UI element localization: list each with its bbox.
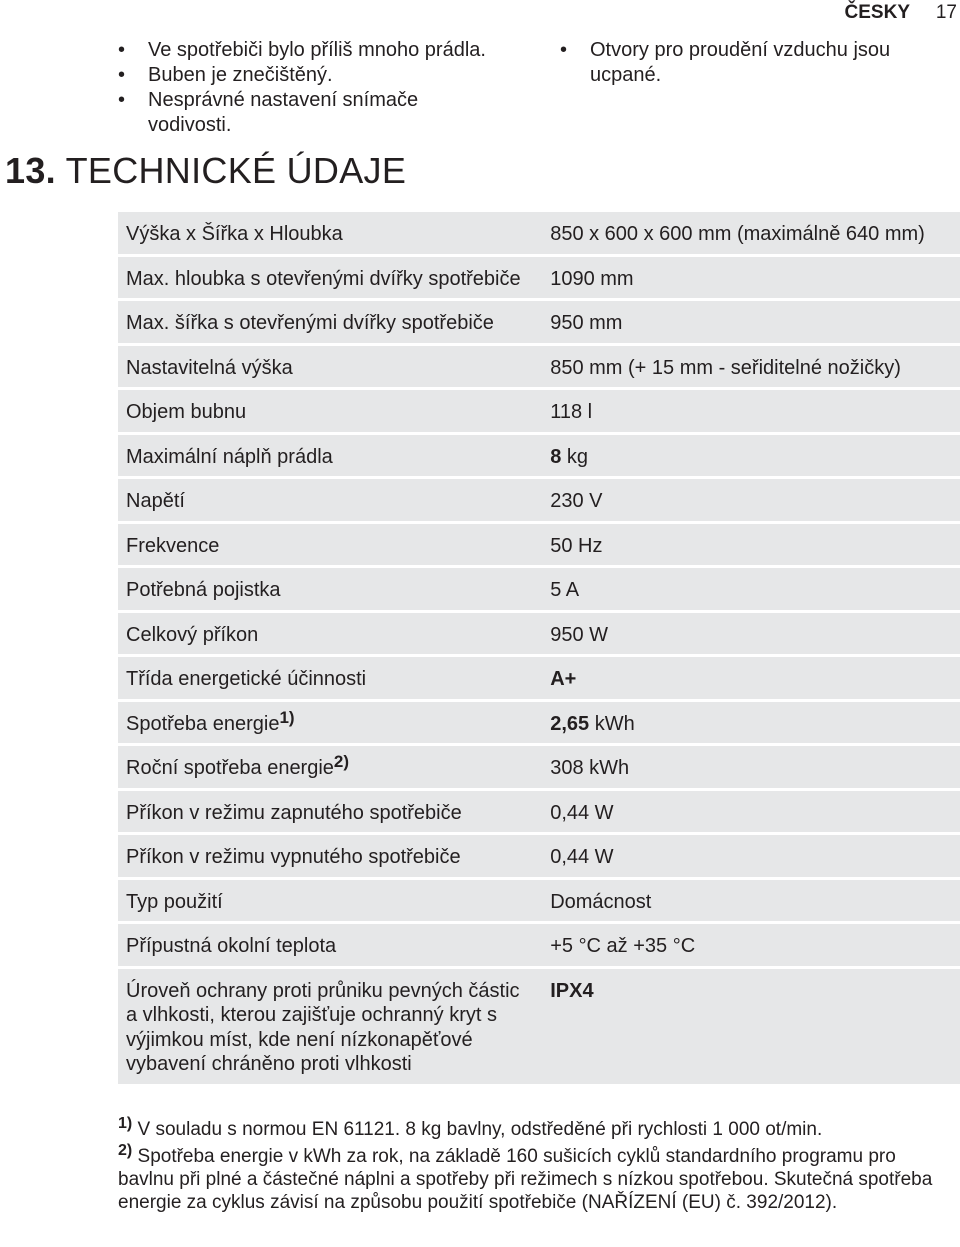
table-row — [118, 567, 960, 612]
spec-value: A+ — [542, 656, 960, 701]
spec-label: Úroveň ochrany proti průniku pevných částic a vlhkosti, kterou zajišťuje ochranný kryt s výjimkou míst, kde není nízkonapěťové vybavení chráněno proti vlhkosti — [118, 967, 542, 1085]
spec-label: Nastavitelná výška — [118, 344, 542, 389]
spec-label: Potřebná pojistka — [118, 567, 542, 612]
spec-label: Přípustná okolní teplota — [118, 923, 542, 968]
table-row — [118, 300, 960, 345]
spec-value: 0,44 W — [542, 789, 960, 834]
spec-label: Celkový příkon — [118, 611, 542, 656]
spec-value: 50 Hz — [542, 522, 960, 567]
spec-value: 950 mm — [542, 300, 960, 345]
page-header — [660, 2, 960, 26]
list-item: • Nesprávné nastavení snímače vodivosti. — [118, 89, 419, 136]
spec-label: Typ použití — [118, 878, 542, 923]
spec-label: Napětí — [118, 478, 542, 523]
spec-value: 230 V — [542, 478, 960, 523]
table-row — [118, 611, 960, 656]
table-row — [118, 212, 960, 255]
table-row — [118, 789, 960, 834]
bullet-list-left — [118, 38, 488, 138]
footnote-2: $^{2)}$ Spotřeba energie v kWh za rok, na základě 160 sušicích cyklů standardního programu pro bavlnu při plné a částečné náplni a spotřeby při režimech s nízkou spotřebou. Skutečná spotřeba energie za cyklus závisí na způsobu použití spotřebiče (NAŘÍZENÍ (EU) č. 392/2012). — [118, 1142, 933, 1213]
bullet-icon: • — [560, 39, 568, 61]
spec-value: 0,44 W — [542, 834, 960, 879]
list-item: • Ve spotřebiči bylo příliš mnoho prádla. — [118, 39, 486, 61]
footnote-ref: 2) — [333, 752, 350, 771]
table-row — [118, 923, 960, 968]
spec-value: 2,65 kWh — [542, 700, 960, 745]
table-row — [118, 478, 960, 523]
spec-label: Výška x Šířka x Hloubka — [118, 212, 542, 255]
spec-label: Frekvence — [118, 522, 542, 567]
spec-value: 850 mm (+ 15 mm - seřiditelné nožičky) — [542, 344, 960, 389]
spec-value: 8 kg — [542, 433, 960, 478]
page-number: 17 — [935, 2, 957, 23]
list-item: • Buben je znečištěný. — [118, 64, 333, 86]
table-row — [118, 656, 960, 701]
table-row — [118, 745, 960, 790]
spec-value: 1090 mm — [542, 255, 960, 300]
spec-value: 850 x 600 x 600 mm (maximálně 640 mm) — [542, 212, 960, 255]
spec-label: Příkon v režimu zapnutého spotřebiče — [118, 789, 542, 834]
list-item: • Otvory pro proudění vzduchu jsou ucpané. — [560, 39, 891, 86]
spec-value: Domácnost — [542, 878, 960, 923]
bullet-icon: • — [118, 89, 126, 111]
section-heading — [5, 150, 406, 192]
bullet-list-right — [560, 38, 950, 88]
header-language: ČESKY — [844, 2, 910, 23]
spec-label: Max. hloubka s otevřenými dvířky spotřebiče — [118, 255, 542, 300]
table-row — [118, 389, 960, 434]
footnotes — [118, 1115, 948, 1218]
spec-label: Max. šířka s otevřenými dvířky spotřebiče — [118, 300, 542, 345]
spec-value: IPX4 — [542, 967, 960, 1085]
technical-data-table — [118, 212, 960, 1087]
spec-value: 118 l — [542, 389, 960, 434]
bullet-icon: • — [118, 64, 126, 86]
table-row — [118, 433, 960, 478]
footnote-1: $^{1)}$ V souladu s normou EN 61121. 8 kg bavlny, odstředěné při rychlosti 1 000 ot/min. — [118, 1115, 823, 1140]
spec-label: Příkon v režimu vypnutého spotřebiče — [118, 834, 542, 879]
spec-label: Třída energetické účinnosti — [118, 656, 542, 701]
section-number: 13. — [5, 150, 56, 191]
spec-value: +5 °C až +35 °C — [542, 923, 960, 968]
table-row — [118, 878, 960, 923]
spec-value: 308 kWh — [542, 745, 960, 790]
spec-label: Spotřeba energie$^{1)}$ — [118, 700, 542, 745]
spec-value: 5 A — [542, 567, 960, 612]
table-row — [118, 344, 960, 389]
table-row — [118, 700, 960, 745]
table-row — [118, 834, 960, 879]
table-row — [118, 967, 960, 1085]
section-title: TECHNICKÉ ÚDAJE — [65, 150, 407, 191]
bullet-icon: • — [118, 39, 126, 61]
spec-label: Objem bubnu — [118, 389, 542, 434]
footnote-ref: 1) — [279, 707, 295, 727]
spec-label: Roční spotřeba energie$^{2)}$ — [118, 745, 542, 790]
spec-label: Maximální náplň prádla — [118, 433, 542, 478]
table-row — [118, 522, 960, 567]
spec-value: 950 W — [542, 611, 960, 656]
table-row — [118, 255, 960, 300]
